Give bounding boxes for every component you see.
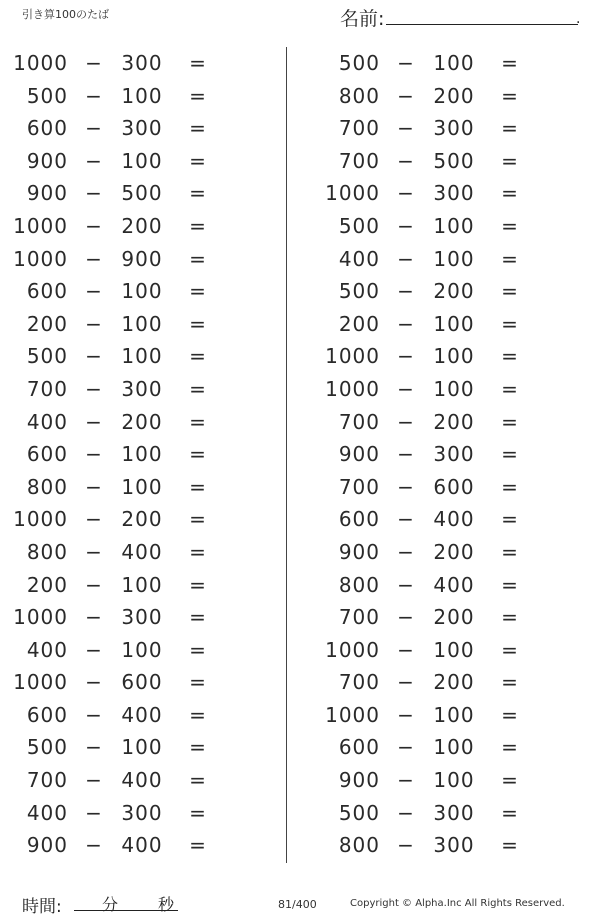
footer (0, 888, 600, 917)
minus-sign: − (397, 181, 415, 206)
problem-row (312, 275, 592, 308)
minus-sign: − (85, 605, 103, 630)
problem-row (0, 243, 280, 276)
problem-row (312, 373, 592, 406)
equals-sign: = (189, 702, 207, 727)
problem-row (312, 634, 592, 667)
problem-row (0, 177, 280, 210)
subtrahend: 200 (121, 507, 163, 532)
minus-sign: − (397, 442, 415, 467)
subtrahend: 300 (433, 116, 475, 141)
problem-row (312, 503, 592, 536)
minuend: 400 (26, 409, 68, 434)
problem-row (312, 829, 592, 862)
right-problem-column (312, 47, 592, 862)
minus-sign: − (85, 213, 103, 238)
minus-sign: − (85, 83, 103, 108)
minuend: 700 (338, 116, 380, 141)
minuend: 800 (26, 474, 68, 499)
subtrahend: 100 (121, 311, 163, 336)
equals-sign: = (189, 768, 207, 793)
minuend: 800 (338, 833, 380, 858)
problem-row (312, 406, 592, 439)
minus-sign: − (85, 539, 103, 564)
equals-sign: = (501, 768, 519, 793)
subtrahend: 200 (433, 539, 475, 564)
minus-sign: − (397, 213, 415, 238)
minuend: 700 (338, 409, 380, 434)
minus-sign: − (397, 83, 415, 108)
minuend: 600 (26, 442, 68, 467)
equals-sign: = (189, 181, 207, 206)
subtrahend: 300 (121, 116, 163, 141)
subtrahend: 200 (121, 409, 163, 434)
subtrahend: 300 (433, 442, 475, 467)
equals-sign: = (501, 311, 519, 336)
minus-sign: − (85, 376, 103, 401)
minuend: 800 (26, 539, 68, 564)
equals-sign: = (189, 51, 207, 75)
problem-row (312, 797, 592, 830)
minus-sign: − (85, 474, 103, 499)
minuend: 500 (26, 735, 68, 760)
problem-row (312, 340, 592, 373)
subtrahend: 100 (433, 637, 475, 662)
problem-row (0, 145, 280, 178)
equals-sign: = (189, 83, 207, 108)
name-label: 名前: (340, 8, 385, 30)
subtrahend: 200 (433, 83, 475, 108)
equals-sign: = (189, 311, 207, 336)
subtrahend: 100 (433, 735, 475, 760)
equals-sign: = (189, 735, 207, 760)
equals-sign: = (501, 213, 519, 238)
subtrahend: 100 (121, 148, 163, 173)
problem-row (0, 47, 280, 80)
subtrahend: 400 (121, 768, 163, 793)
subtrahend: 300 (121, 376, 163, 401)
subtrahend: 500 (433, 148, 475, 173)
worksheet-title: 引き算100のたば (22, 8, 109, 21)
minuend: 1000 (13, 213, 68, 238)
minus-sign: − (85, 409, 103, 434)
equals-sign: = (501, 637, 519, 662)
time-label: 時間: (22, 897, 62, 917)
equals-sign: = (189, 605, 207, 630)
minus-sign: − (85, 181, 103, 206)
minuend: 600 (26, 702, 68, 727)
equals-sign: = (189, 572, 207, 597)
equals-sign: = (501, 702, 519, 727)
minus-sign: − (397, 51, 415, 75)
problem-row (312, 601, 592, 634)
subtrahend: 100 (121, 572, 163, 597)
equals-sign: = (189, 246, 207, 271)
minuend: 500 (338, 279, 380, 304)
subtrahend: 100 (433, 51, 475, 75)
minuend: 800 (338, 83, 380, 108)
minuend: 1000 (13, 51, 68, 75)
subtrahend: 100 (433, 213, 475, 238)
minuend: 1000 (13, 507, 68, 532)
left-problem-column (0, 47, 280, 862)
minus-sign: − (397, 279, 415, 304)
subtrahend: 300 (121, 605, 163, 630)
subtrahend: 600 (121, 670, 163, 695)
minus-sign: − (85, 148, 103, 173)
equals-sign: = (189, 474, 207, 499)
equals-sign: = (189, 279, 207, 304)
minuend: 500 (338, 51, 380, 75)
minus-sign: − (397, 116, 415, 141)
equals-sign: = (501, 246, 519, 271)
subtrahend: 100 (433, 768, 475, 793)
minus-sign: − (85, 507, 103, 532)
subtrahend: 100 (433, 311, 475, 336)
minuend: 600 (26, 279, 68, 304)
minus-sign: − (85, 51, 103, 75)
equals-sign: = (189, 116, 207, 141)
subtrahend: 100 (121, 735, 163, 760)
subtrahend: 200 (121, 213, 163, 238)
subtrahend: 200 (433, 279, 475, 304)
minus-sign: − (85, 279, 103, 304)
minuend: 600 (26, 116, 68, 141)
minus-sign: − (397, 605, 415, 630)
minus-sign: − (85, 768, 103, 793)
subtrahend: 100 (121, 344, 163, 369)
problem-row (0, 373, 280, 406)
problem-row (312, 764, 592, 797)
minuend: 1000 (13, 670, 68, 695)
minuend: 700 (338, 148, 380, 173)
equals-sign: = (189, 213, 207, 238)
minuend: 900 (26, 181, 68, 206)
subtrahend: 300 (433, 800, 475, 825)
subtrahend: 600 (433, 474, 475, 499)
minuend: 900 (338, 768, 380, 793)
minuend: 1000 (13, 246, 68, 271)
problem-row (0, 406, 280, 439)
problem-row (312, 177, 592, 210)
problem-row (0, 340, 280, 373)
equals-sign: = (189, 637, 207, 662)
minus-sign: − (397, 702, 415, 727)
minus-sign: − (85, 800, 103, 825)
subtrahend: 400 (121, 833, 163, 858)
subtrahend: 100 (433, 376, 475, 401)
minuend: 500 (26, 83, 68, 108)
minus-sign: − (397, 800, 415, 825)
equals-sign: = (501, 181, 519, 206)
minuend: 700 (338, 474, 380, 499)
problem-row (0, 731, 280, 764)
minuend: 900 (338, 442, 380, 467)
problem-row (0, 308, 280, 341)
minuend: 400 (26, 800, 68, 825)
problem-row (312, 666, 592, 699)
subtrahend: 100 (121, 83, 163, 108)
minus-sign: − (397, 637, 415, 662)
minus-sign: − (85, 246, 103, 271)
minuend: 600 (338, 507, 380, 532)
equals-sign: = (189, 507, 207, 532)
minus-sign: − (85, 702, 103, 727)
minutes-label: 分 (102, 895, 119, 914)
minus-sign: − (397, 768, 415, 793)
equals-sign: = (501, 670, 519, 695)
equals-sign: = (189, 148, 207, 173)
minus-sign: − (397, 148, 415, 173)
minuend: 200 (26, 572, 68, 597)
subtrahend: 200 (433, 409, 475, 434)
problem-row (312, 308, 592, 341)
problem-row (0, 112, 280, 145)
minus-sign: − (85, 311, 103, 336)
problem-row (0, 80, 280, 113)
subtrahend: 200 (433, 605, 475, 630)
problem-row (0, 699, 280, 732)
minuend: 900 (26, 148, 68, 173)
minuend: 1000 (325, 702, 380, 727)
equals-sign: = (189, 344, 207, 369)
minuend: 1000 (325, 344, 380, 369)
minuend: 200 (26, 311, 68, 336)
subtrahend: 300 (433, 833, 475, 858)
minus-sign: − (397, 735, 415, 760)
equals-sign: = (501, 83, 519, 108)
subtrahend: 100 (121, 637, 163, 662)
subtrahend: 300 (433, 181, 475, 206)
equals-sign: = (189, 539, 207, 564)
problem-row (0, 438, 280, 471)
subtrahend: 100 (121, 442, 163, 467)
problem-row (312, 471, 592, 504)
problem-row (0, 797, 280, 830)
minuend: 1000 (325, 181, 380, 206)
problem-row (0, 569, 280, 602)
problem-row (0, 471, 280, 504)
equals-sign: = (501, 800, 519, 825)
minus-sign: − (397, 311, 415, 336)
problem-row (312, 731, 592, 764)
minuend: 600 (338, 735, 380, 760)
minus-sign: − (85, 670, 103, 695)
problem-row (312, 112, 592, 145)
problem-row (0, 503, 280, 536)
minuend: 1000 (325, 376, 380, 401)
minuend: 1000 (325, 637, 380, 662)
equals-sign: = (501, 474, 519, 499)
minus-sign: − (85, 637, 103, 662)
problem-row (312, 210, 592, 243)
minus-sign: − (85, 116, 103, 141)
minus-sign: − (397, 572, 415, 597)
equals-sign: = (501, 116, 519, 141)
equals-sign: = (501, 605, 519, 630)
subtrahend: 300 (121, 51, 163, 75)
equals-sign: = (501, 442, 519, 467)
minus-sign: − (397, 344, 415, 369)
problem-row (312, 80, 592, 113)
minuend: 400 (26, 637, 68, 662)
subtrahend: 400 (121, 539, 163, 564)
equals-sign: = (501, 539, 519, 564)
minuend: 700 (26, 768, 68, 793)
minus-sign: − (397, 409, 415, 434)
equals-sign: = (501, 735, 519, 760)
minuend: 700 (338, 605, 380, 630)
equals-sign: = (189, 800, 207, 825)
subtrahend: 100 (121, 474, 163, 499)
equals-sign: = (189, 376, 207, 401)
equals-sign: = (501, 572, 519, 597)
equals-sign: = (501, 344, 519, 369)
equals-sign: = (501, 409, 519, 434)
minus-sign: − (397, 376, 415, 401)
minuend: 500 (338, 213, 380, 238)
problem-row (0, 210, 280, 243)
copyright-notice: Copyright © Alpha.Inc All Rights Reserved. (350, 898, 565, 909)
problem-row (0, 829, 280, 862)
problem-row (312, 47, 592, 80)
minuend: 500 (338, 800, 380, 825)
minus-sign: − (85, 735, 103, 760)
minus-sign: − (397, 507, 415, 532)
problem-row (0, 601, 280, 634)
minus-sign: − (397, 539, 415, 564)
problem-row (312, 243, 592, 276)
problem-row (312, 699, 592, 732)
subtrahend: 900 (121, 246, 163, 271)
column-divider (286, 47, 287, 863)
minus-sign: − (397, 670, 415, 695)
minus-sign: − (85, 344, 103, 369)
problem-row (0, 764, 280, 797)
name-line-dot: . (575, 11, 581, 27)
minuend: 900 (338, 539, 380, 564)
equals-sign: = (189, 409, 207, 434)
subtrahend: 400 (433, 572, 475, 597)
problem-row (312, 438, 592, 471)
equals-sign: = (501, 279, 519, 304)
subtrahend: 400 (433, 507, 475, 532)
subtrahend: 400 (121, 702, 163, 727)
seconds-label: 秒 (158, 895, 175, 914)
equals-sign: = (189, 833, 207, 858)
problem-row (312, 536, 592, 569)
problem-row (0, 666, 280, 699)
name-input-line[interactable] (386, 4, 581, 27)
subtrahend: 100 (433, 246, 475, 271)
minuend: 200 (338, 311, 380, 336)
minuend: 1000 (13, 605, 68, 630)
minuend: 500 (26, 344, 68, 369)
problem-row (0, 634, 280, 667)
problem-row (312, 569, 592, 602)
minus-sign: − (85, 572, 103, 597)
equals-sign: = (189, 670, 207, 695)
equals-sign: = (501, 376, 519, 401)
subtrahend: 100 (121, 279, 163, 304)
page-number: 81/400 (278, 898, 317, 911)
equals-sign: = (501, 833, 519, 858)
equals-sign: = (501, 507, 519, 532)
equals-sign: = (189, 442, 207, 467)
problem-row (0, 536, 280, 569)
minuend: 700 (26, 376, 68, 401)
subtrahend: 300 (121, 800, 163, 825)
problem-row (312, 145, 592, 178)
minus-sign: − (397, 246, 415, 271)
minuend: 400 (338, 246, 380, 271)
minuend: 700 (338, 670, 380, 695)
name-field-area (340, 4, 581, 31)
minuend: 800 (338, 572, 380, 597)
subtrahend: 200 (433, 670, 475, 695)
subtrahend: 500 (121, 181, 163, 206)
subtrahend: 100 (433, 702, 475, 727)
equals-sign: = (501, 148, 519, 173)
problem-row (0, 275, 280, 308)
subtrahend: 100 (433, 344, 475, 369)
minuend: 900 (26, 833, 68, 858)
minus-sign: − (397, 833, 415, 858)
minus-sign: − (397, 474, 415, 499)
minus-sign: − (85, 442, 103, 467)
equals-sign: = (501, 51, 519, 75)
minus-sign: − (85, 833, 103, 858)
